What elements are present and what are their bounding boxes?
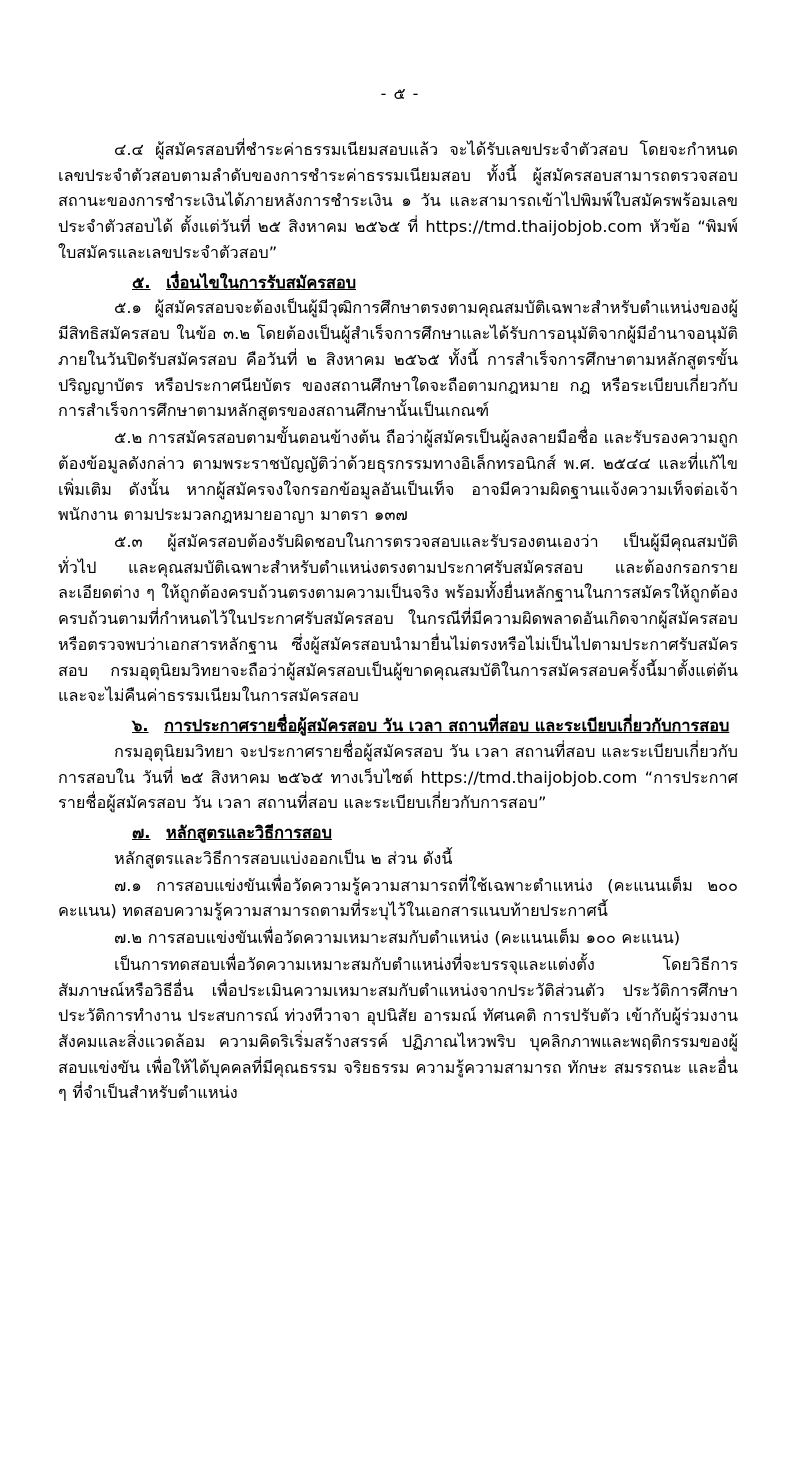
section-heading-6-title: การประกาศรายชื่อผู้สมัครสอบ วัน เวลา สถานที่สอบ และระเบียบเกี่ยวกับการสอบ — [164, 716, 730, 736]
document-body — [0, 137, 800, 1106]
section-heading-6 — [58, 713, 738, 739]
section-heading-5 — [58, 270, 738, 296]
section-heading-6-number: ๖. — [132, 716, 149, 736]
paragraph-5-1: ๕.๑ ผู้สมัครสอบจะต้องเป็นผู้มีวุฒิการศึกษาตรงตามคุณสมบัติเฉพาะสำหรับตำแหน่งของผู้มีสิทธิสมัครสอบ ในข้อ ๓.๒ โดยต้องเป็นผู้สำเร็จการศึกษาและได้รับการอนุมัติจากผู้มีอำนาจอนุมัติภายในวันปิดรับสมัครสอบ คือวันที่ ๒ สิงหาคม ๒๕๖๕ ทั้งนี้ การสำเร็จการศึกษาตามหลักสูตรขั้นปริญญาบัตร หรือประกาศนียบัตร ของสถานศึกษาใดจะถือตามกฎหมาย กฎ หรือระเบียบเกี่ยวกับการสำเร็จการศึกษาตามหลักสูตรของสถานศึกษานั้นเป็นเกณฑ์ — [58, 298, 738, 421]
paragraph-5-2: ๕.๒ การสมัครสอบตามขั้นตอนข้างต้น ถือว่าผู้สมัครเป็นผู้ลงลายมือชื่อ และรับรองความถูกต้องข้อมูลดังกล่าว ตามพระราชบัญญัติว่าด้วยธุรกรรมทางอิเล็กทรอนิกส์ พ.ศ. ๒๕๔๔ และที่แก้ไขเพิ่มเติม ดังนั้น หากผู้สมัครจงใจกรอกข้อมูลอันเป็นเท็จ อาจมีความผิดฐานแจ้งความเท็จต่อเจ้าพนักงาน ตามประมวลกฎหมายอาญา มาตรา ๑๓๗ — [58, 428, 738, 525]
paragraph-6-body: กรมอุตุนิยมวิทยา จะประกาศรายชื่อผู้สมัครสอบ วัน เวลา สถานที่สอบ และระเบียบเกี่ยวกับการสอบใน วันที่ ๒๕ สิงหาคม ๒๕๖๕ ทางเว็บไซต์ https://tmd.thaijobjob.com “การประกาศรายชื่อผู้สมัครสอบ วัน เวลา สถานที่สอบ และระเบียบเกี่ยวกับการสอบ” — [58, 741, 738, 813]
section-heading-7-number: ๗. — [132, 823, 151, 843]
paragraph-7-intro: หลักสูตรและวิธีการสอบแบ่งออกเป็น ๒ ส่วน ดังนี้ — [114, 848, 453, 868]
paragraph-5-3: ๕.๓ ผู้สมัครสอบต้องรับผิดชอบในการตรวจสอบและรับรองตนเองว่า เป็นผู้มีคุณสมบัติทั่วไป และคุณสมบัติเฉพาะสำหรับตำแหน่งตรงตามประกาศรับสมัครสอบ และต้องกรอกรายละเอียดต่าง ๆ ให้ถูกต้องครบถ้วนตรงตามความเป็นจริง พร้อมทั้งยื่นหลักฐานในการสมัครให้ถูกต้องครบถ้วนตามที่กำหนดไว้ในประกาศรับสมัครสอบ ในกรณีที่มีความผิดพลาดอันเกิดจากผู้สมัครสอบ หรือตรวจพบว่าเอกสารหลักฐาน ซึ่งผู้สมัครสอบนำมายื่นไม่ตรงหรือไม่เป็นไปตามประกาศรับสมัครสอบ กรมอุตุนิยมวิทยาจะถือว่าผู้สมัครสอบเป็นผู้ขาดคุณสมบัติในการสมัครสอบครั้งนี้มาตั้งแต่ต้น และจะไม่คืนค่าธรรมเนียมในการสมัครสอบ — [58, 532, 738, 706]
section-heading-5-number: ๕. — [132, 272, 151, 292]
paragraph-4-4: ๔.๔ ผู้สมัครสอบที่ชำระค่าธรรมเนียมสอบแล้ว จะได้รับเลขประจำตัวสอบ โดยจะกำหนดเลขประจำตัวสอบตามลำดับของการชำระค่าธรรมเนียมสอบ ทั้งนี้ ผู้สมัครสอบสามารถตรวจสอบสถานะของการชำระเงินได้ภายหลังการชำระเงิน ๑ วัน และสามารถเข้าไปพิมพ์ใบสมัครพร้อมเลขประจำตัวสอบได้ ตั้งแต่วันที่ ๒๕ สิงหาคม ๒๕๖๕ ที่ https://tmd.thaijobjob.com หัวข้อ “พิมพ์ใบสมัครและเลขประจำตัวสอบ” — [58, 140, 738, 262]
section-heading-7-title: หลักสูตรและวิธีการสอบ — [165, 823, 332, 843]
page-number: - ๕ - — [380, 84, 420, 103]
paragraph-7-1: ๗.๑ การสอบแข่งขันเพื่อวัดความรู้ความสามารถที่ใช้เฉพาะตำแหน่ง (คะแนนเต็ม ๒๐๐ คะแนน) ทดสอบความรู้ความสามารถตามที่ระบุไว้ในเอกสารแนบท้ายประกาศนี้ — [58, 875, 738, 921]
section-heading-5-title: เงื่อนไขในการรับสมัครสอบ — [166, 272, 357, 292]
paragraph-7-2: ๗.๒ การสอบแข่งขันเพื่อวัดความเหมาะสมกับตำแหน่ง (คะแนนเต็ม ๑๐๐ คะแนน) — [114, 928, 681, 948]
section-heading-7 — [58, 820, 738, 846]
paragraph-7-2-body: เป็นการทดสอบเพื่อวัดความเหมาะสมกับตำแหน่งที่จะบรรจุและแต่งตั้ง โดยวิธีการสัมภาษณ์หรือวิธีอื่น เพื่อประเมินความเหมาะสมกับตำแหน่งจากประวัติส่วนตัว ประวัติการศึกษา ประวัติการทำงาน ประสบการณ์ ท่วงทีวาจา อุปนิสัย อารมณ์ ทัศนคติ การปรับตัว เข้ากับผู้ร่วมงาน สังคมและสิ่งแวดล้อม ความคิดริเริ่มสร้างสรรค์ ปฏิภาณไหวพริบ บุคลิกภาพและพฤติกรรมของผู้สอบแข่งขัน เพื่อให้ได้บุคคลที่มีคุณธรรม จริยธรรม ความรู้ความสามารถ ทักษะ สมรรถนะ และอื่น ๆ ที่จำเป็นสำหรับตำแหน่ง — [58, 954, 738, 1103]
